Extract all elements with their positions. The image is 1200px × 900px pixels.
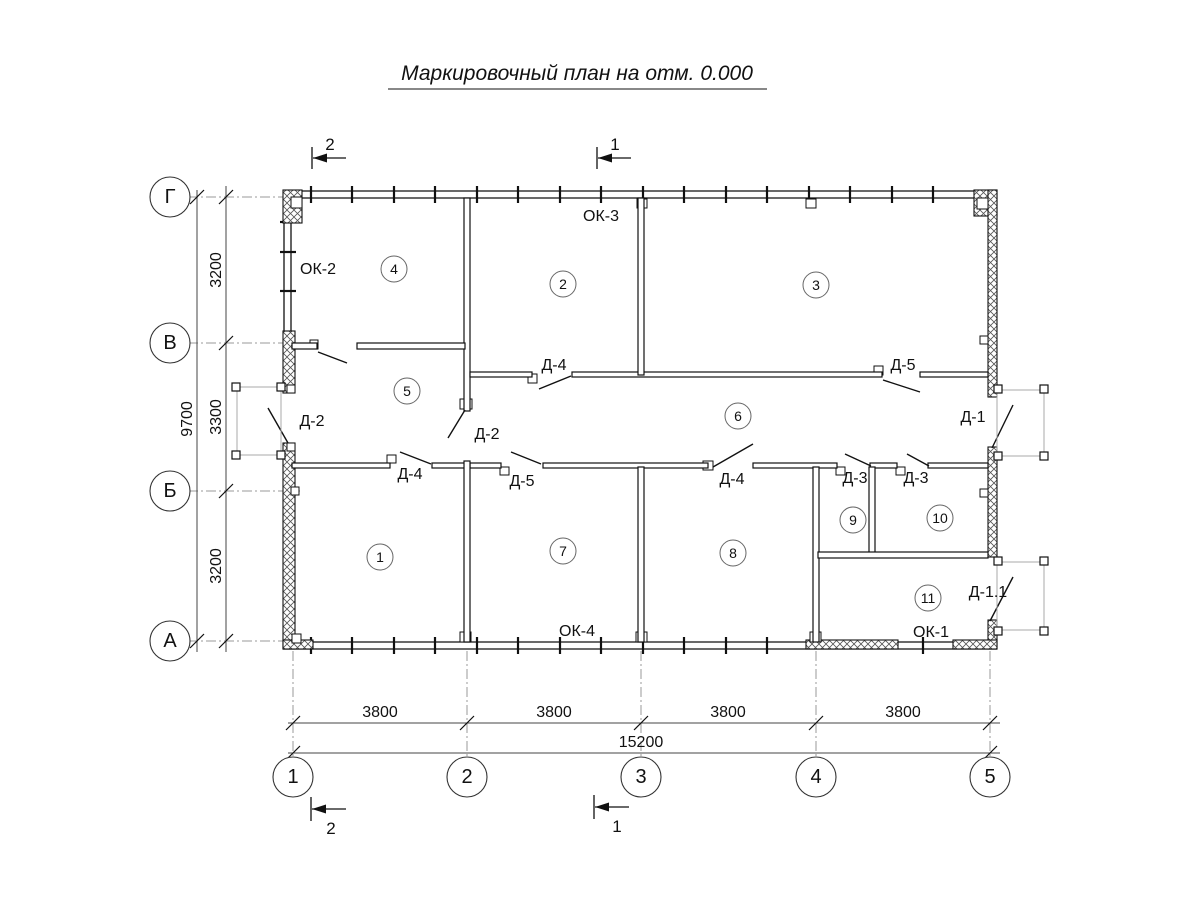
- section-mark-2-bottom: 2: [326, 819, 336, 838]
- dim-9700-total: 9700: [179, 401, 196, 437]
- door-label-d5-room7: Д-5: [509, 473, 535, 490]
- room-9: 9: [849, 512, 857, 528]
- section-mark-1-bottom: 1: [612, 817, 622, 836]
- window-label-ok2: ОК-2: [300, 261, 336, 278]
- door-label-d2-porch: Д-2: [299, 413, 325, 430]
- dim-3800-2: 3800: [536, 704, 572, 721]
- door-label-d4-room1: Д-4: [397, 466, 423, 483]
- door-label-d2-hall: Д-2: [474, 426, 500, 443]
- dim-3200-top: 3200: [208, 252, 225, 288]
- dim-3800-4: 3800: [885, 704, 921, 721]
- room-5: 5: [403, 383, 411, 399]
- axis-col-1: 1: [287, 766, 299, 788]
- window-label-ok3: ОК-3: [583, 208, 619, 225]
- door-label-d1: Д-1: [960, 409, 986, 426]
- window-label-ok1: ОК-1: [913, 624, 949, 641]
- drawing-title: Маркировочный план на отм. 0.000: [401, 62, 753, 85]
- door-label-d3-room10: Д-3: [903, 470, 929, 487]
- dim-3200-bottom: 3200: [208, 548, 225, 584]
- room-4: 4: [390, 261, 398, 277]
- door-label-d1-1: Д-1.1: [968, 584, 1008, 601]
- room-3: 3: [812, 277, 820, 293]
- axis-row-v: В: [163, 332, 177, 354]
- axis-col-2: 2: [461, 766, 473, 788]
- dim-3300-mid: 3300: [208, 399, 225, 435]
- door-label-d3-room9: Д-3: [842, 470, 868, 487]
- room-6: 6: [734, 408, 742, 424]
- axis-row-a: А: [163, 630, 177, 652]
- dim-3800-1: 3800: [362, 704, 398, 721]
- section-mark-2-top: 2: [325, 135, 335, 154]
- axis-col-3: 3: [635, 766, 647, 788]
- window-label-ok4: ОК-4: [559, 623, 595, 640]
- room-11: 11: [920, 590, 936, 606]
- door-label-d4-room8: Д-4: [719, 471, 745, 488]
- axis-row-b: Б: [163, 480, 177, 502]
- dim-3800-3: 3800: [710, 704, 746, 721]
- room-10: 10: [932, 510, 948, 526]
- room-2: 2: [559, 276, 567, 292]
- room-1: 1: [376, 549, 384, 565]
- door-label-d4-north: Д-4: [541, 357, 567, 374]
- axis-col-5: 5: [984, 766, 996, 788]
- room-7: 7: [559, 543, 567, 559]
- dim-15200-total: 15200: [618, 734, 664, 751]
- axis-row-g: Г: [164, 186, 176, 208]
- axis-col-4: 4: [810, 766, 822, 788]
- section-mark-1-top: 1: [610, 135, 620, 154]
- door-label-d5-north: Д-5: [890, 357, 916, 374]
- room-8: 8: [729, 545, 737, 561]
